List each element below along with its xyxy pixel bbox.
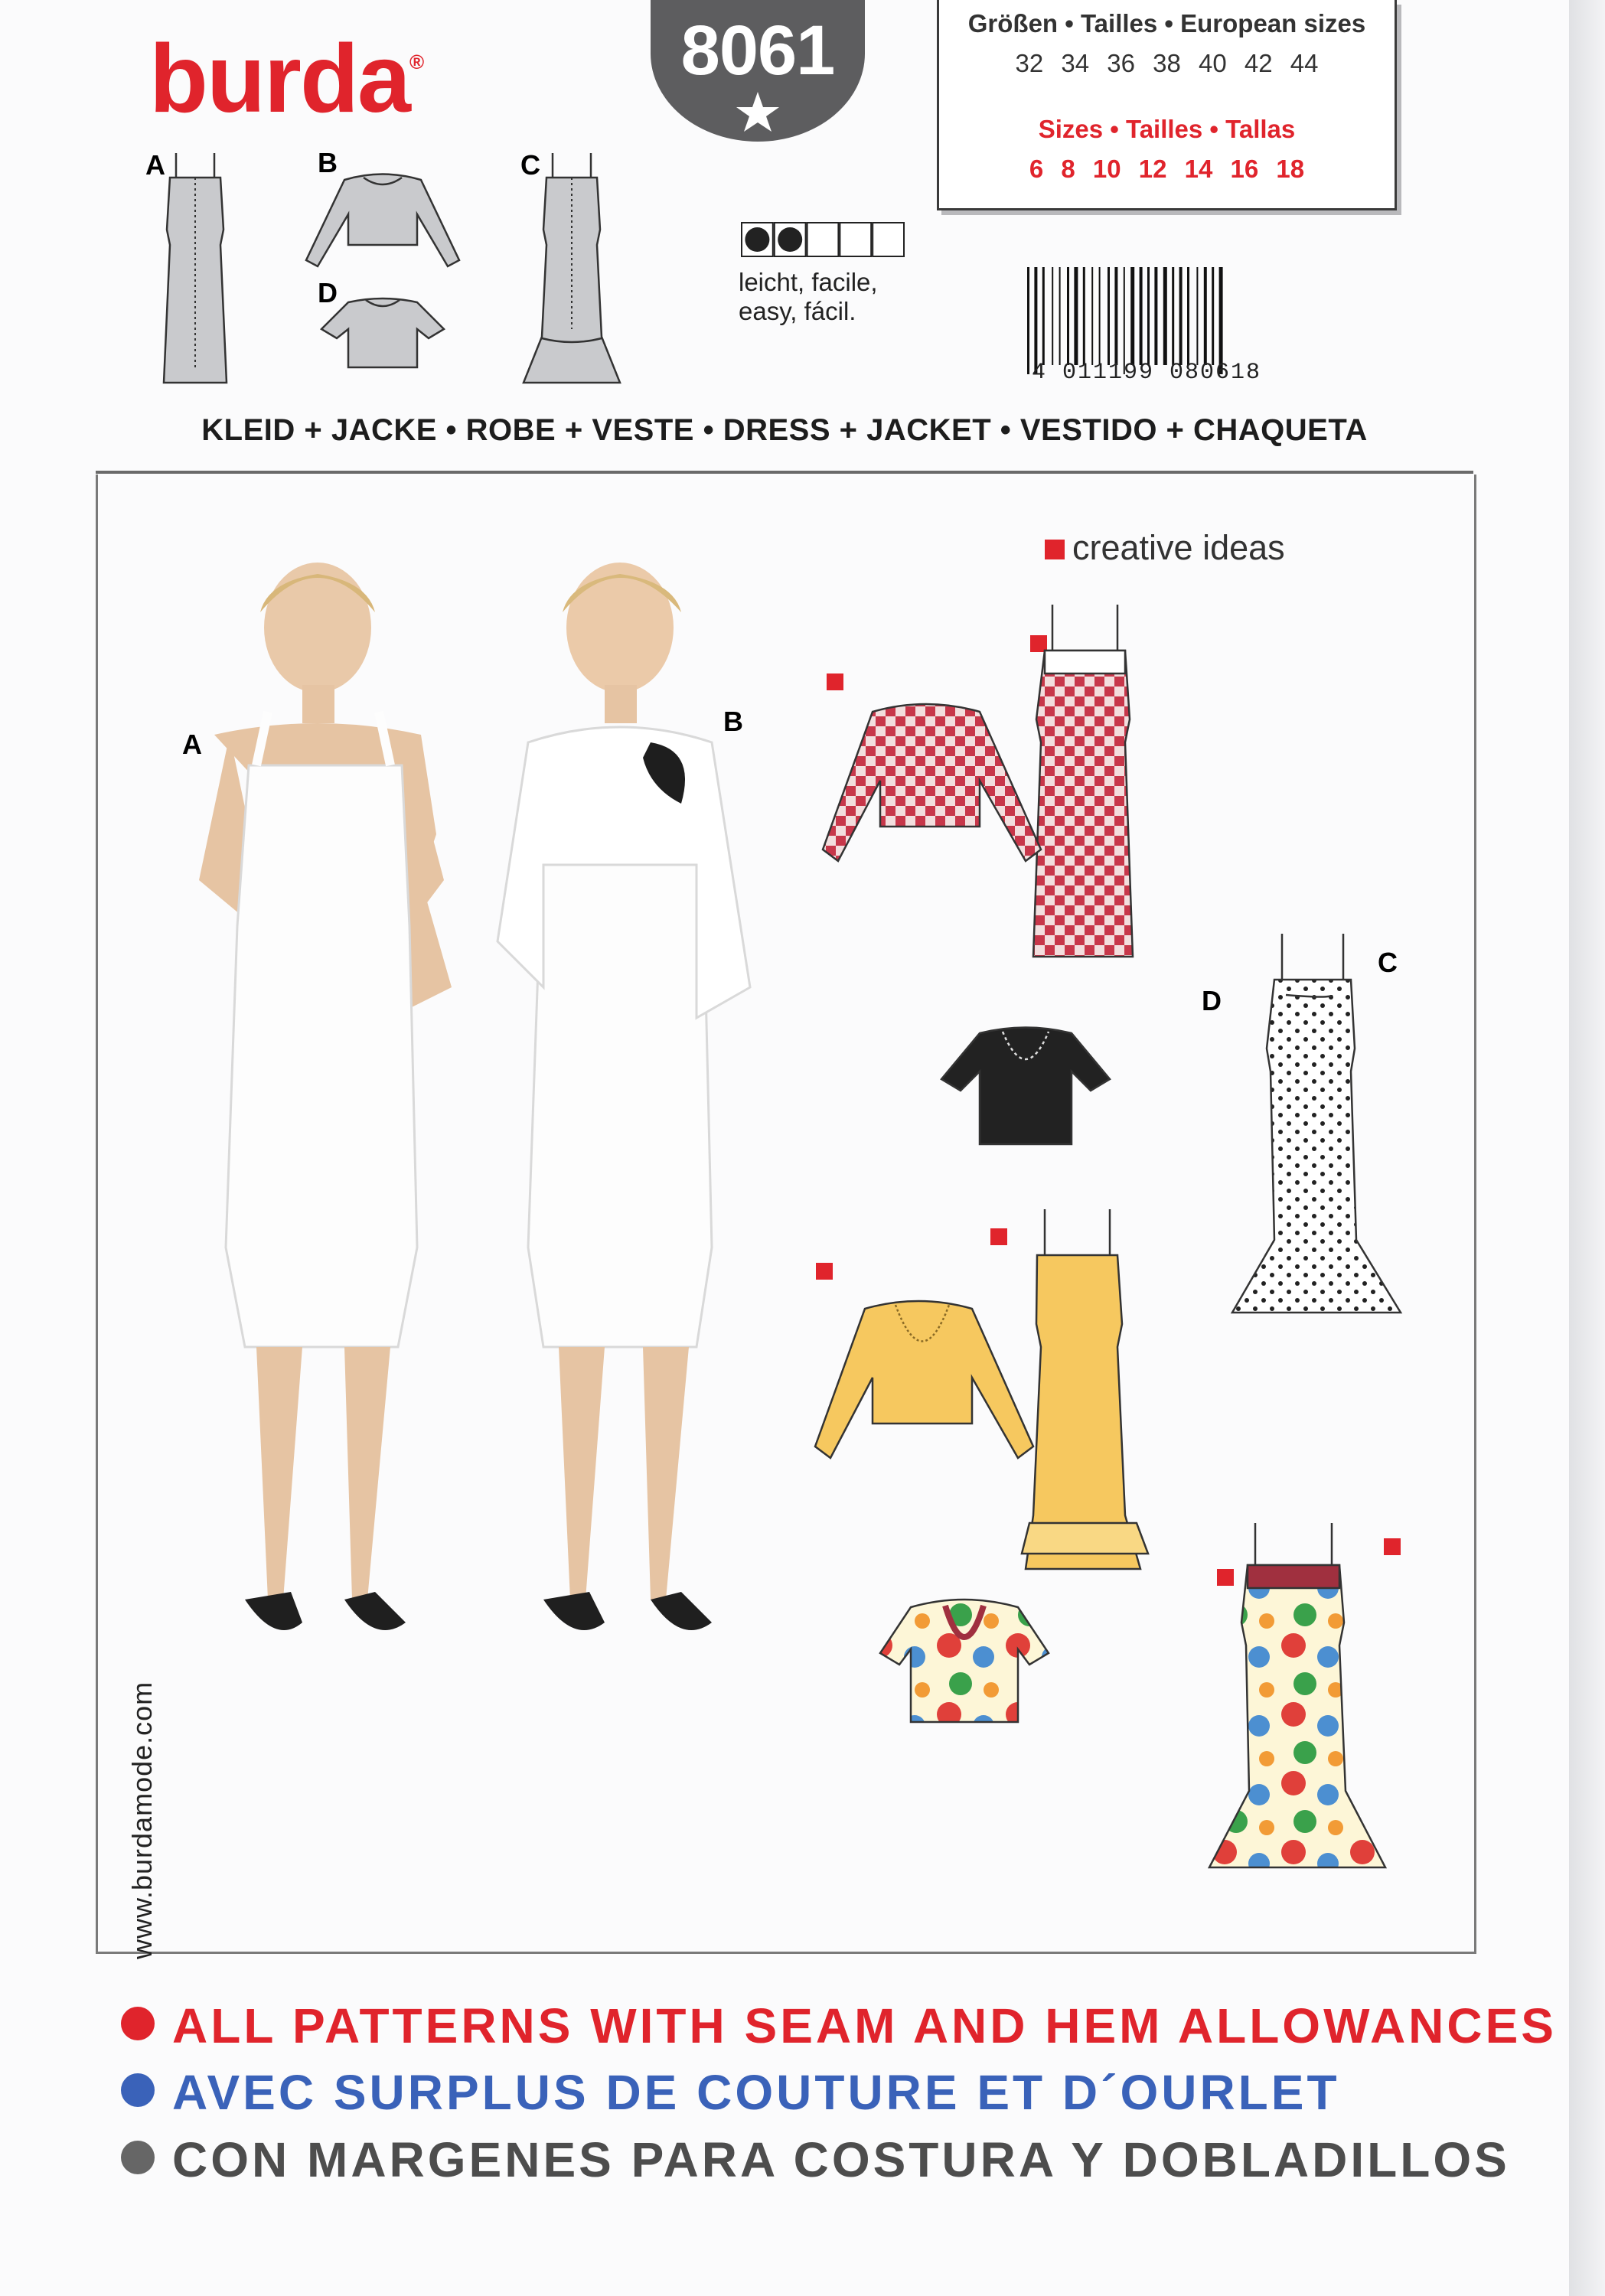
barcode-bar — [1196, 267, 1198, 365]
allowance-line-spanish — [172, 2131, 1510, 2188]
difficulty-text — [739, 268, 878, 326]
difficulty-dot — [745, 227, 769, 252]
barcode-bar — [1204, 267, 1207, 365]
drawing-jacket-b — [306, 174, 459, 267]
red-square-icon — [827, 673, 843, 690]
red-square-icon — [990, 1228, 1007, 1245]
envelope-edge — [1569, 0, 1605, 2296]
barcode-digits: 4 011199 080618 — [1032, 360, 1262, 386]
brand-logo — [149, 24, 423, 132]
barcode-bar — [1034, 267, 1037, 374]
model-a — [199, 563, 452, 1630]
idea-label-c: C — [1378, 947, 1398, 978]
barcode-bar — [1067, 267, 1069, 365]
registered-mark: ® — [409, 51, 423, 73]
barcode-bar — [1219, 267, 1223, 374]
photo-label-b: B — [723, 706, 743, 737]
difficulty-dot — [778, 227, 802, 252]
red-square-icon — [1217, 1569, 1234, 1586]
technical-drawings — [145, 138, 704, 390]
difficulty-box — [873, 223, 904, 256]
garment-title: KLEID + JACKE • ROBE + VESTE • DRESS + JACKET • VESTIDO + CHAQUETA — [201, 413, 1368, 447]
barcode-bar — [1059, 267, 1061, 365]
difficulty-box — [840, 223, 871, 256]
red-dot-icon — [121, 2007, 155, 2040]
idea-floral — [880, 1523, 1401, 1867]
european-sizes-values: 32 34 36 38 40 42 44 — [1015, 49, 1319, 77]
red-square-icon — [1045, 540, 1065, 559]
barcode-bar — [1099, 267, 1101, 365]
divider — [96, 471, 1473, 474]
allowance-line-english — [172, 1998, 1557, 2054]
barcode-bar — [1108, 267, 1110, 365]
barcode-bar — [1163, 267, 1167, 365]
sizes-values: 6 8 10 12 14 16 18 — [1029, 155, 1305, 183]
difficulty-text-line2: easy, fácil. — [739, 297, 856, 325]
tech-label-d: D — [318, 277, 338, 308]
barcode-bar — [1212, 267, 1214, 365]
creative-ideas-illustrations — [796, 597, 1431, 1883]
barcode-bar — [1124, 267, 1125, 374]
barcode-bar — [1140, 267, 1143, 365]
difficulty-text-line1: leicht, facile, — [739, 268, 878, 296]
barcode-bar — [1187, 267, 1189, 365]
brand-name: burda — [149, 24, 410, 132]
barcode-bar — [1083, 267, 1085, 365]
photo-label-a: A — [182, 729, 202, 760]
red-square-icon — [1384, 1538, 1401, 1555]
barcode-bar — [1147, 267, 1150, 365]
allowance-text-english: ALL PATTERNS WITH SEAM AND HEM ALLOWANCES — [172, 1998, 1557, 2053]
red-square-icon — [816, 1263, 833, 1280]
barcode-bar — [1172, 267, 1174, 365]
idea-polka-dot — [941, 934, 1401, 1313]
barcode-bar — [1179, 267, 1183, 365]
website-url: www.burdamode.com — [126, 1681, 158, 1959]
barcode-bar — [1154, 267, 1157, 365]
difficulty-rating — [741, 222, 905, 257]
model-b — [497, 563, 750, 1630]
allowance-line-french — [172, 2064, 1340, 2121]
tech-label-a: A — [145, 149, 165, 181]
blue-dot-icon — [121, 2073, 155, 2107]
barcode-bar — [1091, 267, 1093, 365]
barcode-bar — [1130, 267, 1134, 365]
sizes-box — [937, 0, 1397, 210]
difficulty-box — [807, 223, 839, 256]
pattern-number: 8061 — [680, 11, 835, 90]
creative-ideas-label: creative ideas — [1072, 528, 1285, 567]
sizes-label: Sizes • Tailles • Tallas — [1038, 115, 1296, 143]
idea-label-d: D — [1202, 985, 1222, 1016]
barcode-bar — [1042, 267, 1045, 365]
idea-houndstooth — [823, 605, 1133, 957]
grey-dot-icon — [121, 2141, 155, 2174]
creative-ideas-heading — [1045, 528, 1285, 568]
tech-label-c: C — [520, 149, 540, 181]
drawing-dress-c — [524, 153, 620, 383]
red-square-icon — [1030, 635, 1047, 652]
model-photo — [115, 559, 865, 1768]
barcode-bar — [1027, 267, 1029, 374]
barcode-bar — [1114, 267, 1117, 365]
allowance-text-french: AVEC SURPLUS DE COUTURE ET D´OURLET — [172, 2065, 1340, 2120]
drawing-jacket-d — [321, 298, 444, 367]
barcode-bar — [1074, 267, 1078, 365]
drawing-dress-a — [164, 153, 227, 383]
european-sizes-label: Größen • Tailles • European sizes — [967, 9, 1366, 38]
tech-label-b: B — [318, 147, 338, 178]
barcode-bar — [1052, 267, 1053, 365]
allowance-text-spanish: CON MARGENES PARA COSTURA Y DOBLADILLOS — [172, 2132, 1510, 2187]
idea-yellow — [815, 1209, 1148, 1569]
